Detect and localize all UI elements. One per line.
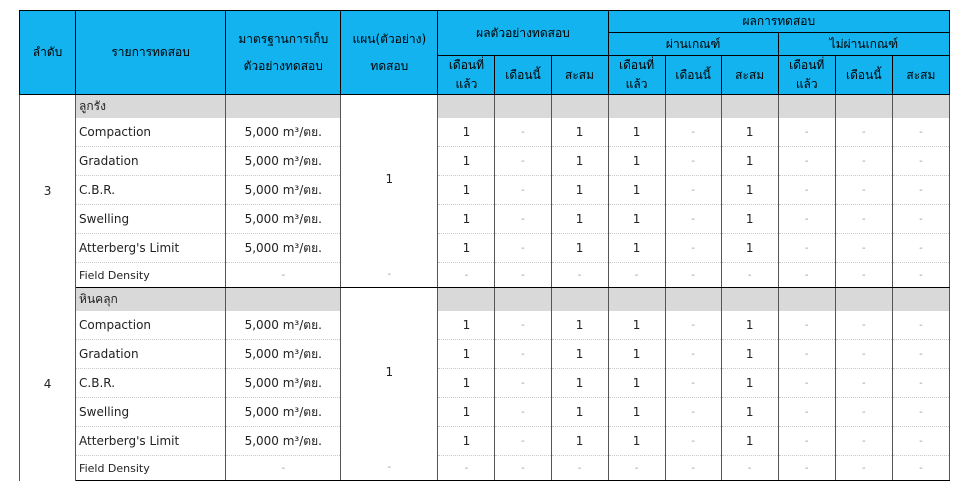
test-name: C.B.R.: [76, 369, 226, 398]
result-value: -: [778, 263, 835, 288]
result-value: 1: [721, 311, 778, 340]
table-row: [20, 176, 950, 205]
result-value: 1: [721, 118, 778, 147]
result-value: 1: [721, 398, 778, 427]
group-plan: 1: [341, 95, 438, 263]
test-name: Field Density: [76, 263, 226, 288]
header-samples-cumulative: สะสม: [551, 56, 608, 95]
result-value: 1: [551, 234, 608, 263]
result-value: -: [495, 340, 551, 369]
table-header: [20, 11, 950, 95]
result-value: -: [778, 147, 835, 176]
result-value: -: [495, 398, 551, 427]
result-value: -: [495, 176, 551, 205]
header-seq: ลำดับ: [20, 11, 76, 95]
result-value: -: [835, 234, 892, 263]
header-pass: ผ่านเกณฑ์: [608, 33, 778, 56]
result-value: -: [665, 311, 721, 340]
result-value: -: [892, 263, 949, 288]
result-value: 1: [551, 398, 608, 427]
result-value: 1: [608, 147, 665, 176]
result-value: -: [495, 369, 551, 398]
sampling-standard: 5,000 m³/ตย.: [226, 398, 341, 427]
test-name: Field Density: [76, 456, 226, 481]
result-value: 1: [608, 398, 665, 427]
result-value: 1: [438, 176, 495, 205]
result-value: -: [835, 147, 892, 176]
result-value: 1: [721, 427, 778, 456]
result-value: 1: [551, 147, 608, 176]
result-value: -: [778, 427, 835, 456]
result-value: -: [495, 205, 551, 234]
sampling-standard: 5,000 m³/ตย.: [226, 147, 341, 176]
group-seq: 4: [20, 288, 76, 481]
category-empty-cell: [835, 95, 892, 119]
result-value: -: [778, 234, 835, 263]
result-value: -: [608, 456, 665, 481]
result-value: 1: [438, 427, 495, 456]
result-value: -: [438, 263, 495, 288]
category-empty-cell: [721, 288, 778, 312]
result-value: -: [892, 340, 949, 369]
result-value: 1: [608, 369, 665, 398]
category-empty-cell: [495, 95, 551, 119]
result-value: -: [835, 263, 892, 288]
header-pass-prev-month: เดือนที่แล้ว: [608, 56, 665, 95]
group-plan: 1: [341, 288, 438, 456]
test-name: Swelling: [76, 398, 226, 427]
result-value: 1: [721, 234, 778, 263]
sampling-standard: 5,000 m³/ตย.: [226, 176, 341, 205]
result-value: -: [892, 147, 949, 176]
header-samples: ผลตัวอย่างทดสอบ: [438, 11, 608, 56]
result-value: 1: [721, 176, 778, 205]
result-value: -: [835, 176, 892, 205]
table-row: [20, 398, 950, 427]
category-empty-cell: [665, 95, 721, 119]
header-standard-line1: มาตรฐานการเก็บ: [238, 31, 329, 46]
category-empty-cell: [892, 95, 949, 119]
result-value: 1: [721, 205, 778, 234]
result-value: 1: [608, 118, 665, 147]
result-value: -: [665, 205, 721, 234]
result-value: -: [495, 263, 551, 288]
table-row: [20, 205, 950, 234]
test-name: Swelling: [76, 205, 226, 234]
header-fail: ไม่ผ่านเกณฑ์: [778, 33, 949, 56]
category-empty-cell: [438, 95, 495, 119]
sampling-standard: 5,000 m³/ตย.: [226, 311, 341, 340]
result-value: 1: [438, 340, 495, 369]
result-value: 1: [438, 369, 495, 398]
result-value: 1: [551, 427, 608, 456]
category-standard-cell: [226, 288, 341, 312]
test-results-table-container: [19, 10, 950, 481]
test-name: Atterberg's Limit: [76, 234, 226, 263]
test-name: Compaction: [76, 118, 226, 147]
result-value: 1: [438, 118, 495, 147]
result-value: 1: [608, 427, 665, 456]
result-value: -: [495, 427, 551, 456]
result-value: 1: [608, 205, 665, 234]
table-row: [20, 456, 950, 481]
category-empty-cell: [778, 95, 835, 119]
result-value: 1: [438, 147, 495, 176]
plan-value: -: [341, 456, 438, 481]
category-label: หินคลุก: [76, 288, 226, 312]
test-name: C.B.R.: [76, 176, 226, 205]
table-row: [20, 311, 950, 340]
table-row: [20, 427, 950, 456]
category-standard-cell: [226, 95, 341, 119]
category-row: [20, 95, 950, 119]
category-empty-cell: [721, 95, 778, 119]
result-value: -: [551, 456, 608, 481]
result-value: 1: [438, 205, 495, 234]
result-value: -: [608, 263, 665, 288]
result-value: -: [778, 340, 835, 369]
result-value: -: [438, 456, 495, 481]
plan-value: -: [341, 263, 438, 288]
result-value: -: [835, 398, 892, 427]
result-value: -: [892, 398, 949, 427]
result-value: -: [778, 398, 835, 427]
category-empty-cell: [608, 95, 665, 119]
result-value: 1: [551, 311, 608, 340]
table-row: [20, 147, 950, 176]
category-empty-cell: [551, 95, 608, 119]
category-empty-cell: [608, 288, 665, 312]
result-value: -: [495, 234, 551, 263]
result-value: -: [835, 369, 892, 398]
result-value: -: [835, 205, 892, 234]
header-samples-prev-month: เดือนที่แล้ว: [438, 56, 495, 95]
result-value: -: [892, 456, 949, 481]
result-value: -: [892, 311, 949, 340]
result-value: -: [892, 205, 949, 234]
result-value: 1: [438, 311, 495, 340]
result-value: -: [665, 427, 721, 456]
result-value: -: [495, 147, 551, 176]
table-row: [20, 263, 950, 288]
result-value: -: [892, 118, 949, 147]
result-value: -: [495, 456, 551, 481]
header-samples-this-month: เดือนนี้: [495, 56, 551, 95]
result-value: 1: [721, 369, 778, 398]
group-seq: 3: [20, 95, 76, 288]
header-standard: [226, 11, 341, 95]
result-value: 1: [438, 398, 495, 427]
sampling-standard: 5,000 m³/ตย.: [226, 340, 341, 369]
header-plan: [341, 11, 438, 95]
result-value: -: [551, 263, 608, 288]
result-value: -: [892, 234, 949, 263]
category-empty-cell: [892, 288, 949, 312]
table-row: [20, 118, 950, 147]
result-value: -: [495, 311, 551, 340]
result-value: 1: [438, 234, 495, 263]
result-value: -: [892, 427, 949, 456]
sampling-standard: -: [226, 456, 341, 481]
result-value: -: [778, 369, 835, 398]
result-value: 1: [721, 147, 778, 176]
category-empty-cell: [438, 288, 495, 312]
result-value: -: [721, 263, 778, 288]
category-row: [20, 288, 950, 312]
sampling-standard: 5,000 m³/ตย.: [226, 369, 341, 398]
result-value: -: [778, 205, 835, 234]
header-results: ผลการทดสอบ: [608, 11, 949, 33]
category-empty-cell: [495, 288, 551, 312]
category-empty-cell: [778, 288, 835, 312]
result-value: 1: [721, 340, 778, 369]
header-fail-this-month: เดือนนี้: [835, 56, 892, 95]
header-plan-line1: แผน(ตัวอย่าง): [352, 31, 427, 46]
result-value: -: [778, 311, 835, 340]
header-plan-line2: ทดสอบ: [370, 58, 409, 73]
header-standard-line2: ตัวอย่างทดสอบ: [243, 58, 323, 73]
result-value: -: [665, 176, 721, 205]
header-pass-cumulative: สะสม: [721, 56, 778, 95]
result-value: -: [665, 398, 721, 427]
table-row: [20, 369, 950, 398]
result-value: 1: [608, 311, 665, 340]
test-name: Compaction: [76, 311, 226, 340]
result-value: -: [835, 456, 892, 481]
result-value: -: [835, 340, 892, 369]
result-value: -: [721, 456, 778, 481]
sampling-standard: 5,000 m³/ตย.: [226, 427, 341, 456]
result-value: -: [835, 118, 892, 147]
category-empty-cell: [551, 288, 608, 312]
result-value: -: [892, 369, 949, 398]
result-value: -: [665, 369, 721, 398]
result-value: -: [665, 456, 721, 481]
result-value: -: [665, 234, 721, 263]
test-name: Gradation: [76, 340, 226, 369]
result-value: 1: [551, 176, 608, 205]
result-value: -: [778, 176, 835, 205]
result-value: 1: [551, 118, 608, 147]
result-value: 1: [551, 340, 608, 369]
result-value: -: [665, 263, 721, 288]
header-item: รายการทดสอบ: [76, 11, 226, 95]
table-body: [20, 95, 950, 481]
header-fail-prev-month: เดือนที่แล้ว: [778, 56, 835, 95]
result-value: -: [835, 311, 892, 340]
header-fail-cumulative: สะสม: [892, 56, 949, 95]
category-label: ลูกรัง: [76, 95, 226, 119]
sampling-standard: -: [226, 263, 341, 288]
table-row: [20, 234, 950, 263]
header-pass-this-month: เดือนนี้: [665, 56, 721, 95]
result-value: -: [665, 340, 721, 369]
sampling-standard: 5,000 m³/ตย.: [226, 205, 341, 234]
sampling-standard: 5,000 m³/ตย.: [226, 234, 341, 263]
result-value: -: [778, 118, 835, 147]
result-value: -: [665, 147, 721, 176]
result-value: 1: [608, 234, 665, 263]
category-empty-cell: [835, 288, 892, 312]
result-value: 1: [608, 176, 665, 205]
table-row: [20, 340, 950, 369]
category-empty-cell: [665, 288, 721, 312]
sampling-standard: 5,000 m³/ตย.: [226, 118, 341, 147]
test-name: Atterberg's Limit: [76, 427, 226, 456]
test-results-table: [19, 10, 950, 481]
result-value: -: [778, 456, 835, 481]
result-value: 1: [608, 340, 665, 369]
result-value: -: [665, 118, 721, 147]
result-value: -: [892, 176, 949, 205]
result-value: 1: [551, 369, 608, 398]
result-value: -: [495, 118, 551, 147]
result-value: -: [835, 427, 892, 456]
result-value: 1: [551, 205, 608, 234]
test-name: Gradation: [76, 147, 226, 176]
